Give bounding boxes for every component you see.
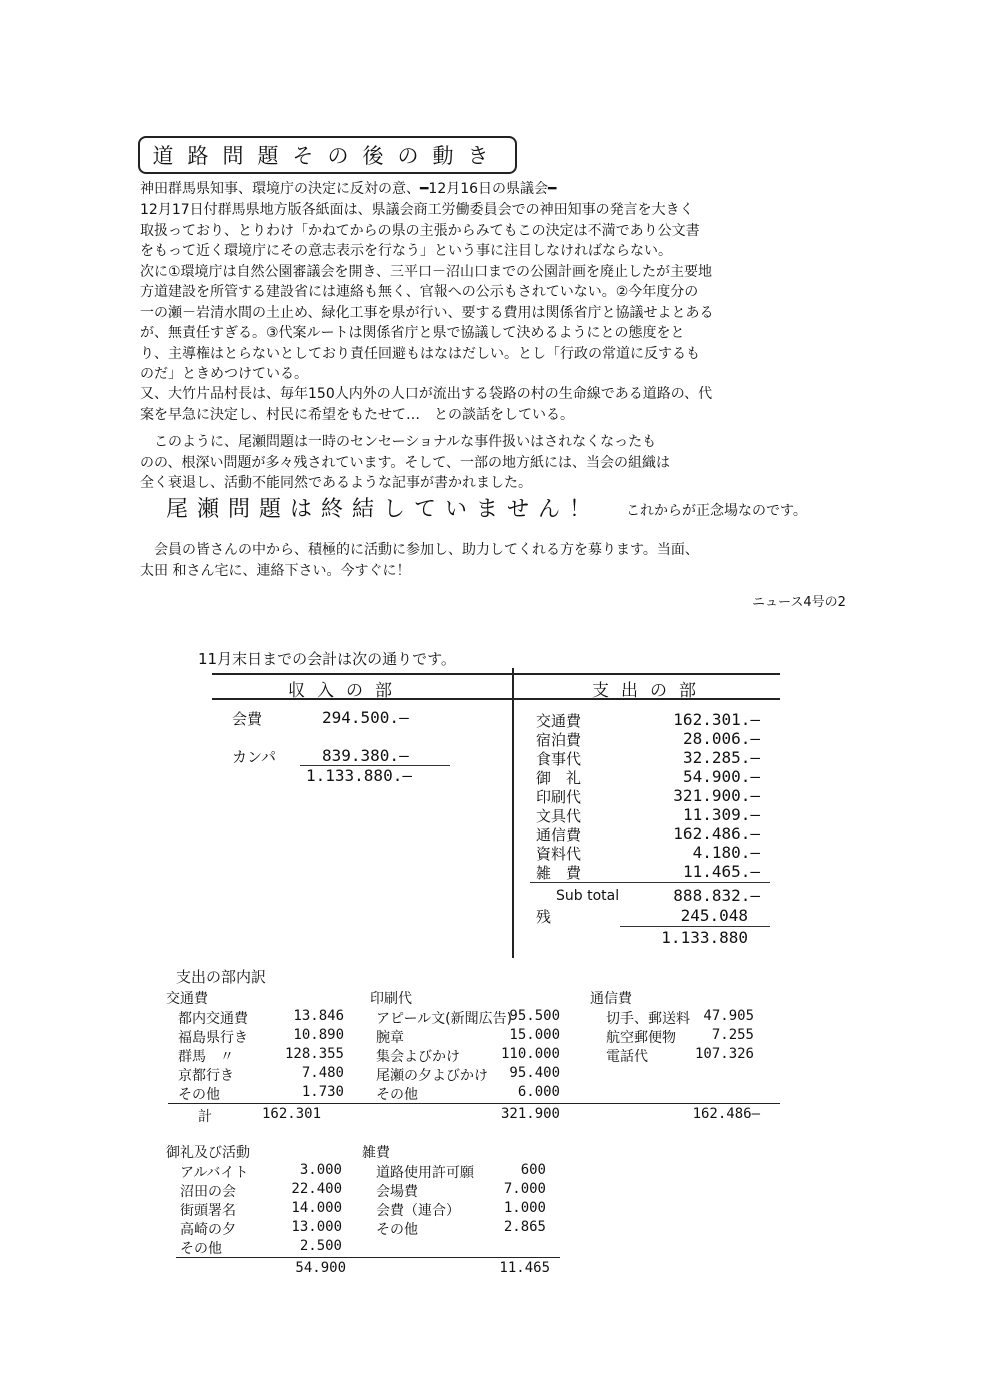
transport-header: 交通費: [166, 991, 208, 1007]
breakdown-item: 福島県行き: [178, 1030, 248, 1046]
breakdown-amount: 13.846: [293, 1008, 344, 1024]
expense-amount: 54.900.–: [682, 767, 760, 786]
breakdown-item: 会場費: [376, 1184, 418, 1200]
breakdown-sum-rule: [168, 1103, 780, 1104]
breakdown-item: 道路使用許可願: [376, 1165, 474, 1181]
breakdown-amount: 10.890: [293, 1027, 344, 1043]
breakdown-amount: 3.000: [299, 1162, 342, 1178]
breakdown-amount: 22.400: [291, 1181, 342, 1197]
expense-amount: 321.900.–: [673, 786, 760, 805]
income-total: 1.133.880.–: [306, 766, 412, 785]
expense-amount: 162.486.–: [673, 824, 760, 843]
expense-label: 資料代: [536, 845, 582, 863]
expense-sum-rule: [530, 882, 770, 883]
breakdown-item: その他: [180, 1241, 222, 1257]
subtotal-label: Sub total: [556, 888, 620, 904]
breakdown-amount: 15.000: [509, 1027, 560, 1043]
thanks-header: 御礼及び活動: [166, 1145, 250, 1161]
expense-header: 支出の部: [592, 681, 708, 701]
breakdown-item: 京都行き: [178, 1068, 234, 1084]
thanks-total: 54.900: [295, 1260, 346, 1276]
transport-total: 162.301: [262, 1106, 322, 1122]
breakdown-item: 腕章: [376, 1030, 404, 1046]
breakdown-item: その他: [376, 1222, 418, 1238]
heading: 道路問題その後の動き: [152, 144, 503, 168]
expense-label: 宿泊費: [536, 731, 582, 749]
accounts-title: 11月末日までの会計は次の通りです。: [198, 650, 456, 668]
breakdown-item: 集会よびかけ: [376, 1049, 460, 1065]
subtotal-amount: 888.832.–: [673, 886, 760, 905]
breakdown-amount: 2.500: [299, 1238, 342, 1254]
paragraph-2: 又、大竹片品村長は、毎年150人内外の人口が流出する袋路の村の生命線である道路の、代 案を早急に決定し、村民に希望をもたせて… との談話をしている。: [140, 386, 713, 423]
breakdown-item: アピール文(新聞広告): [376, 1011, 513, 1027]
breakdown-amount: 95.500: [509, 1008, 560, 1024]
income-amount: 294.500.–: [322, 708, 409, 727]
big-statement-tail: これからが正念場なのです。: [626, 503, 807, 519]
paragraph-3: このように、尾瀬問題は一時のセンセーショナルな事件扱いはされなくなったも のの、根深い問題が多々残されています。そして、一部の地方紙には、当会の組織は 全く衰退し、活動不能同然であるような記事が書かれました。: [140, 434, 671, 491]
communication-header: 通信費: [590, 991, 632, 1007]
income-label: カンパ: [232, 748, 276, 766]
breakdown-item: その他: [178, 1087, 220, 1103]
communication-total: 162.486–: [692, 1106, 760, 1122]
breakdown-amount: 14.000: [291, 1200, 342, 1216]
expense-amount: 11.309.–: [682, 805, 760, 824]
paragraph-1: 12月17日付群馬県地方版各紙面は、県議会商工労働委員会での神田知事の発言を大きく 取扱っており、とりわけ「かねてからの県の主張からみてもこの決定は不満であり公文書 をもって近く環境庁にその意志表示を行なう」という事に注目しなければならない。 次に①環境庁は自然公園審議会を開き、三平口－沼山口までの公園計画を廃止したが主要地 方道建設を所管する建設省には連絡も無く、官報への公示もされていない。②今年度分の 一の瀬－岩清水間の土止め、緑化工事を県が行い、要する費用は関係省庁と協議せよとある が、無責任すぎる。③代案ルートは関係省庁と県で協議して決めるようにとの態度をと り、主導権はとらないとしており責任回避もはなはだしい。とし「行政の常道に反するも のだ」ときめつけている。: [140, 202, 714, 382]
expense-amount: 11.465.–: [682, 862, 760, 881]
breakdown-amount: 7.480: [301, 1065, 344, 1081]
expense-amount: 162.301.–: [673, 710, 760, 729]
breakdown-amount: 6.000: [517, 1084, 560, 1100]
grand-total-rule: [620, 926, 770, 927]
expense-total: 1.133.880: [661, 928, 748, 947]
breakdown-amount: 7.000: [503, 1181, 546, 1197]
heading-box: [138, 136, 517, 174]
expense-label: 文具代: [536, 807, 582, 825]
printing-header: 印刷代: [370, 991, 412, 1007]
paragraph-4: 会員の皆さんの中から、積極的に活動に参加し、助力してくれる方を募ります。当面、 太田 和さん宅に、連絡下さい。今すぐに！: [140, 542, 699, 579]
breakdown-item: その他: [376, 1087, 418, 1103]
breakdown-amount: 13.000: [291, 1219, 342, 1235]
breakdown-item: 高崎の夕: [180, 1222, 236, 1238]
breakdown-item: 航空郵便物: [606, 1030, 676, 1046]
breakdown-amount: 95.400: [509, 1065, 560, 1081]
expense-label: 通信費: [536, 826, 582, 844]
expense-label: 交通費: [536, 712, 582, 730]
transport-total-label: 計: [198, 1109, 212, 1125]
income-header: 収入の部: [288, 681, 404, 701]
breakdown-amount: 600: [520, 1162, 546, 1178]
expense-amount: 28.006.–: [682, 729, 760, 748]
misc-total: 11.465: [499, 1260, 550, 1276]
breakdown-sum-rule-2: [176, 1257, 560, 1258]
breakdown-item: 沼田の会: [180, 1184, 236, 1200]
breakdown-item: アルバイト: [180, 1165, 249, 1181]
balance-amount: 245.048: [680, 906, 748, 925]
printing-total: 321.900: [500, 1106, 560, 1122]
expense-label: 印刷代: [536, 788, 582, 806]
breakdown-amount: 47.905: [703, 1008, 754, 1024]
expense-label: 御 礼: [536, 769, 582, 787]
breakdown-item: 都内交通費: [178, 1011, 248, 1027]
expense-label: 食事代: [536, 750, 582, 768]
breakdown-title: 支出の部内訳: [176, 968, 267, 986]
breakdown-amount: 128.355: [284, 1046, 344, 1062]
table-top-rule: [212, 673, 780, 675]
misc-header: 雑費: [362, 1145, 390, 1161]
breakdown-item: 電話代: [606, 1049, 648, 1065]
breakdown-amount: 2.865: [503, 1219, 546, 1235]
breakdown-item: 群馬 〃: [178, 1049, 234, 1065]
expense-amount: 4.180.–: [692, 843, 760, 862]
subheading: 神田群馬県知事、環境庁の決定に反対の意、━12月16日の県議会━: [140, 181, 557, 197]
expense-amount: 32.285.–: [682, 748, 760, 767]
breakdown-item: 街頭署名: [180, 1203, 236, 1219]
news-tag: ニュース4号の2: [752, 595, 846, 610]
breakdown-amount: 1.730: [301, 1084, 344, 1100]
balance-label: 残: [536, 908, 552, 926]
big-statement: 尾瀬問題は終結していません！: [166, 497, 601, 522]
breakdown-item: 会費（連合）: [376, 1203, 460, 1219]
breakdown-amount: 107.326: [694, 1046, 754, 1062]
breakdown-amount: 1.000: [503, 1200, 546, 1216]
breakdown-amount: 110.000: [500, 1046, 560, 1062]
expense-label: 雑 費: [536, 864, 582, 882]
table-divider: [512, 668, 514, 958]
breakdown-amount: 7.255: [711, 1027, 754, 1043]
breakdown-item: 切手、郵送料: [606, 1011, 690, 1027]
income-amount: 839.380.–: [322, 746, 409, 765]
income-label: 会費: [232, 710, 263, 728]
breakdown-item: 尾瀬の夕よびかけ: [376, 1068, 488, 1084]
